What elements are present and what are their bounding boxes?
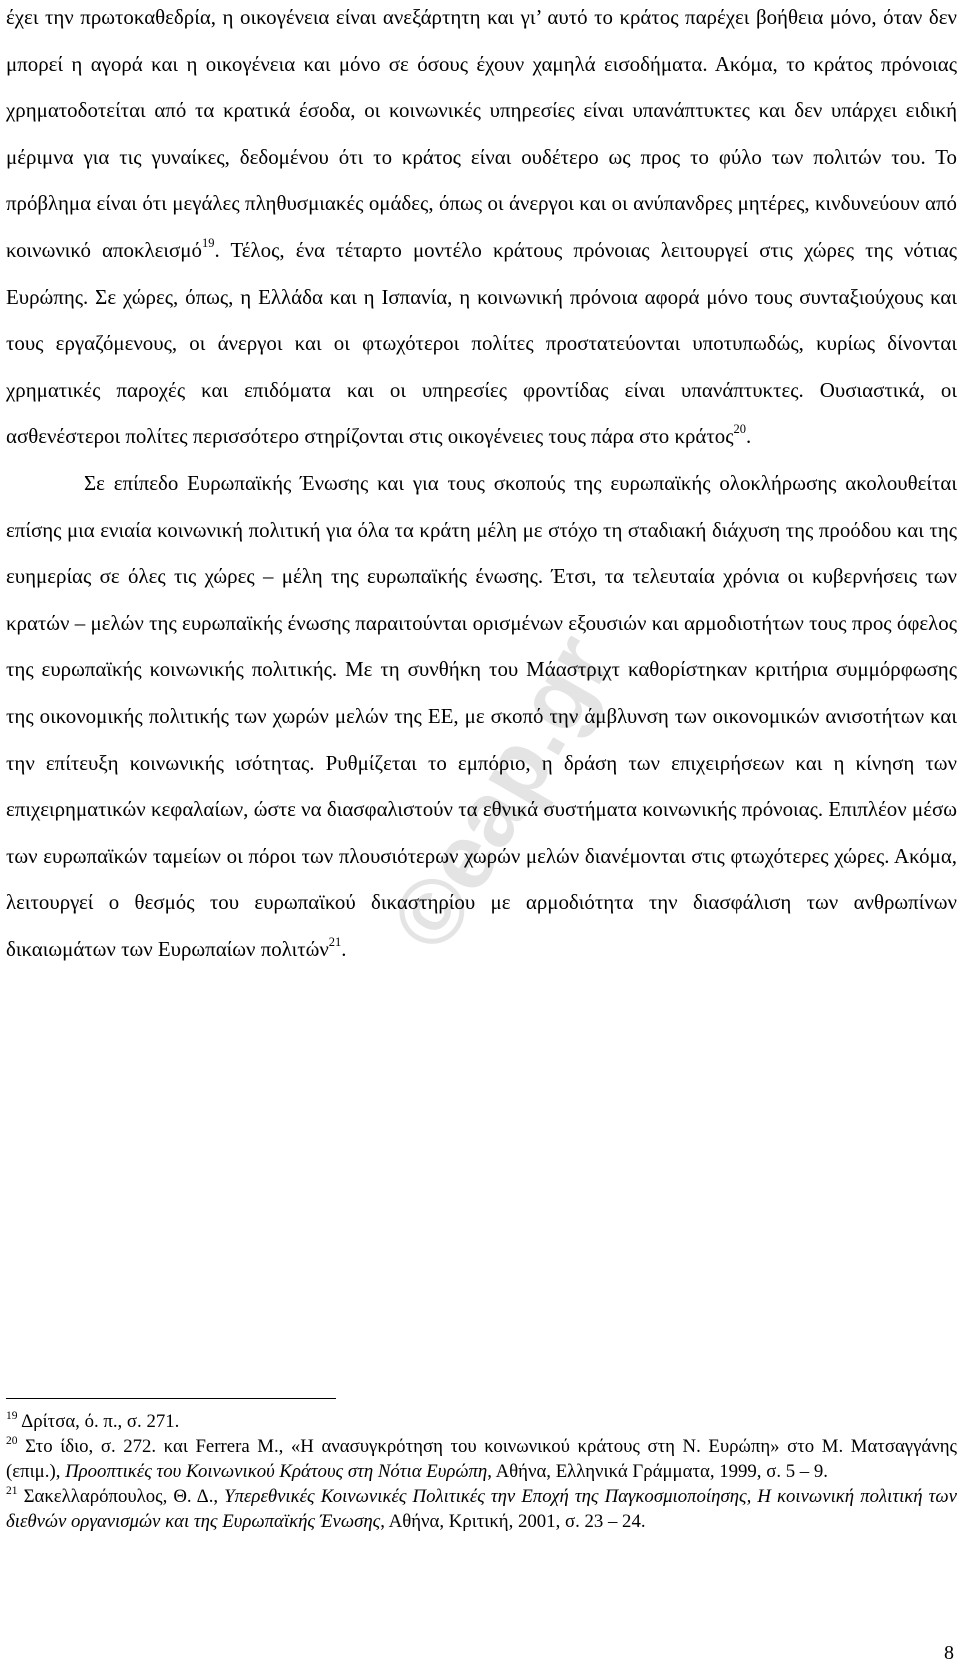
footnote [6,1409,957,1434]
paragraph-text: Σε επίπεδο Ευρωπαϊκής Ένωσης και για τους σκοπούς της ευρωπαϊκής ολοκλήρωσης ακολουθείται επίσης μια ενιαία κοινωνική πολιτική για όλα τα κράτη μέλη με στόχο τη σταδιακή διάχυση της προόδου και της ευημερίας σε όλες τις χώρες – μέλη της ευρωπαϊκής ένωσης. Έτσι, τα τελευταία χρόνια οι κυβερνήσεις των κρατών – μελών της ευρωπαϊκής ένωσης παραιτούνται ορισμένων εξουσιών και αρμοδιοτήτων τους προς όφελος της ευρωπαϊκής κοινωνικής πολιτικής. Με τη συνθήκη του Μάαστριχτ καθορίστηκαν κριτήρια συμμόρφωσης της οικονομικής πολιτικής των χωρών μελών της ΕΕ, με σκοπό την άμβλυνση των οικονομικών ανισοτήτων και την επίτευξη κοινωνικής ισότητας. Ρυθμίζεται το εμπόριο, η δράση των επιχειρήσεων και η κίνηση των επιχειρηματικών κεφαλαίων, ώστε να διασφαλιστούν τα εθνικά συστήματα κοινωνικής πρόνοιας. Επιπλέον μέσω των ευρωπαϊκών ταμείων οι πόροι των πλουσιότερων χωρών μελών διανέμονται στις φτωχότερες χώρες. Ακόμα, λειτουργεί ο θεσμός του ευρωπαϊκού δικαστηρίου με αρμοδιότητα την διασφάλιση των ανθρωπίνων δικαιωμάτων των Ευρωπαίων πολιτών [6,470,957,961]
footnote-reference[interactable]: 20 [733,422,746,437]
paragraph-text: . Τέλος, ένα τέταρτο μοντέλο κράτους πρόνοιας λειτουργεί στις χώρες της νότιας Ευρώπης. Σε χώρες, όπως, η Ελλάδα και η Ισπανία, η κοινωνική πρόνοια αφορά μόνο τους συνταξιούχους και τους εργαζόμενους, οι άνεργοι και οι φτωχότεροι πολίτες προστατεύονται υποτυπωδώς, κυρίως δίνονται χρηματικές παροχές και επιδόματα και οι υπηρεσίες φροντίδας είναι υπανάπτυκτες. Ουσιαστικά, οι ασθενέστεροι πολίτες περισσότερο στηρίζονται στις οικογένειες τους πάρα στο κράτος [6,237,957,449]
body-paragraph [6,460,957,973]
footnote-text: Σακελλαρόπουλος, Θ. Δ., [23,1486,225,1507]
document-page [6,0,957,978]
footnote-separator [6,1398,336,1399]
footnote [6,1484,957,1534]
footnote-text: , Αθήνα, Κριτική, 2001, σ. 23 – 24. [380,1511,646,1532]
footnote [6,1434,957,1484]
paragraph-text: έχει την πρωτοκαθεδρία, η οικογένεια είναι ανεξάρτητη και γι’ αυτό το κράτος παρέχει βοήθεια μόνο, όταν δεν μπορεί η αγορά και η οικογένεια και μόνο σε όσους έχουν χαμηλά εισοδήματα. Ακόμα, το κράτος πρόνοιας χρηματοδοτείται από τα κρατικά έσοδα, οι κοινωνικές υπηρεσίες είναι υπανάπτυκτες και δεν υπάρχει ειδική μέριμνα για τις γυναίκες, δεδομένου ότι το κράτος είναι ουδέτερο ως προς το φύλο των πολιτών του. Το πρόβλημα είναι ότι μεγάλες πληθυσμιακές ομάδες, όπως οι άνεργοι και οι ανύπανδρες μητέρες, κινδυνεύουν από κοινωνικό αποκλεισμό [6,5,957,262]
footnote-reference[interactable]: 19 [201,236,215,250]
footnote-text: Δρίτσα, ό. π., σ. 271. [21,1411,180,1432]
footnote-number: 19 [6,1409,18,1422]
footnote-reference[interactable]: 21 [328,934,342,949]
page-number: 8 [944,1642,954,1664]
footnote-book-title: Προοπτικές του Κοινωνικού Κράτους στη Νότια Ευρώπη [65,1461,488,1482]
paragraph-text: . [745,424,752,449]
footnote-text: Στο ίδιο, σ. 272. και Ferrera M., «Η ανασυγκρότηση του κοινωνικού κράτους στη Ν. Ευρώπη» στο Μ. Ματσαγγάνης (επιμ.), [6,1436,957,1482]
body-paragraph [6,0,957,460]
footnote-number: 21 [6,1484,18,1497]
watermark: ©eap.gr [371,617,632,967]
footnote-book-title: Υπερεθνικές Κοινωνικές Πολιτικές την Εποχή της Παγκοσμιοποίησης, Η κοινωνική πολιτική των διεθνών οργανισμών και της Ευρωπαϊκής Ένωσης [6,1486,957,1532]
footnotes-section [6,1409,957,1534]
footnote-number: 20 [6,1434,18,1447]
footnote-text: , Αθήνα, Ελληνικά Γράμματα, 1999, σ. 5 – 9. [487,1461,828,1482]
paragraph-text: . [341,936,347,961]
